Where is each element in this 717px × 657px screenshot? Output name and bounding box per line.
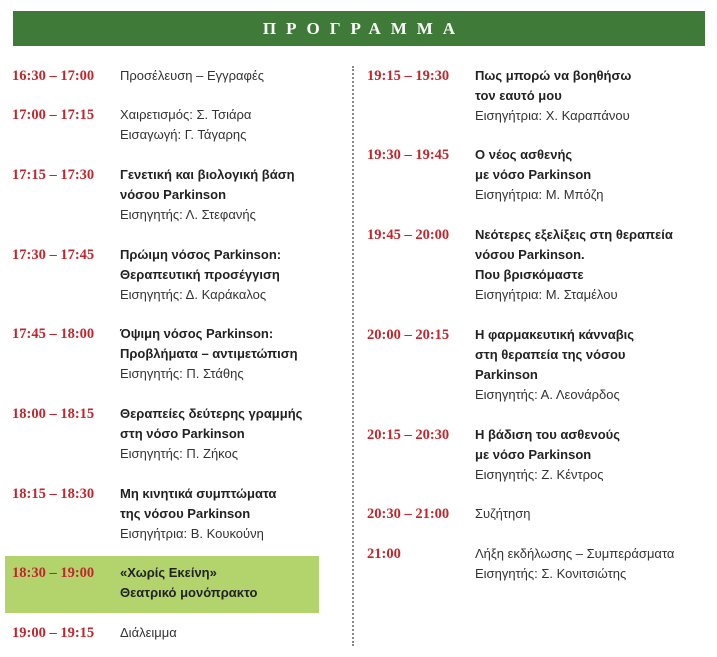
entry-speaker: Εισηγητής: Α. Λεονάρδος [475, 387, 620, 402]
entry-time: 19:00 – 19:15 [12, 625, 95, 641]
schedule-entry [12, 404, 338, 464]
entry-content [120, 563, 338, 603]
schedule-entry [367, 145, 712, 205]
entry-content [120, 623, 338, 643]
schedule-entry [12, 245, 338, 305]
entry-speaker: Εισηγήτρια: Μ. Μπόζη [475, 187, 604, 202]
entry-title-line: Η βάδιση του ασθενούς [475, 427, 621, 442]
entry-content [120, 105, 338, 145]
entry-title-line: Πως μπορώ να βοηθήσω [475, 68, 632, 83]
program-title: ΠΡΟΓΡΑΜΜΑ [262, 18, 466, 38]
schedule-entry [367, 544, 712, 584]
schedule-entry [12, 623, 338, 643]
entry-title-line: με νόσο Parkinson [475, 167, 592, 182]
entry-title-line: Θεραπευτική προσέγγιση [120, 267, 280, 282]
entry-content [120, 404, 338, 464]
program-header [13, 11, 705, 46]
entry-title-line: Γενετική και βιολογική βάση [120, 167, 295, 182]
schedule-entry [12, 66, 338, 86]
entry-content [475, 66, 712, 126]
entry-time: 17:00 – 17:15 [12, 107, 95, 123]
entry-text: Διάλειμμα [120, 625, 177, 640]
entry-title-line: στη νόσο Parkinson [120, 426, 245, 441]
entry-content [120, 324, 338, 384]
entry-text: Συζήτηση [475, 506, 531, 521]
entry-title-line: Η φαρμακευτική κάνναβις [475, 327, 635, 342]
schedule-entry [12, 105, 338, 145]
entry-time: 17:15 – 17:30 [12, 167, 95, 183]
entry-time: 18:30 – 19:00 [12, 565, 95, 581]
entry-content [120, 484, 338, 544]
entry-title-line: «Χωρίς Εκείνη» [120, 565, 217, 580]
entry-content [475, 145, 712, 205]
schedule-entry [12, 324, 338, 384]
entry-time: 20:00 – 20:15 [367, 327, 450, 343]
entry-content [475, 504, 712, 524]
entry-title-line: Θεραπείες δεύτερης γραμμής [120, 406, 303, 421]
entry-title-line: νόσου Parkinson. [475, 247, 585, 262]
entry-text: Εισαγωγή: Γ. Τάγαρης [120, 127, 247, 142]
entry-title-line: τον εαυτό μου [475, 88, 562, 103]
entry-speaker: Εισηγητής: Σ. Κονιτσιώτης [475, 566, 627, 581]
entry-time: 18:00 – 18:15 [12, 406, 95, 422]
schedule-entry [367, 504, 712, 524]
entry-speaker: Εισηγητής: Δ. Καράκαλος [120, 287, 267, 302]
entry-text: Προσέλευση – Εγγραφές [120, 68, 265, 83]
entry-content [120, 245, 338, 305]
entry-time: 16:30 – 17:00 [12, 68, 95, 84]
schedule-entry [367, 425, 712, 485]
schedule-entry [367, 325, 712, 405]
schedule-entry [12, 484, 338, 544]
entry-content [120, 165, 338, 225]
entry-title-line: νόσου Parkinson [120, 187, 227, 202]
entry-title-line: με νόσο Parkinson [475, 447, 592, 462]
entry-speaker: Εισηγητής: Π. Στάθης [120, 366, 244, 381]
entry-time: 17:30 – 17:45 [12, 247, 95, 263]
entry-time: 17:45 – 18:00 [12, 326, 95, 342]
entry-time: 21:00 [367, 546, 401, 562]
entry-time: 19:45 – 20:00 [367, 227, 450, 243]
entry-title-line: Ο νέος ασθενής [475, 147, 573, 162]
schedule-entry [12, 165, 338, 225]
entry-speaker: Εισηγητής: Π. Ζήκος [120, 446, 239, 461]
schedule-entry [367, 66, 712, 126]
entry-title-line: Προβλήματα – αντιμετώπιση [120, 346, 298, 361]
entry-text: Λήξη εκδήλωσης – Συμπεράσματα [475, 546, 675, 561]
entry-content [475, 225, 712, 305]
entry-title-line: στη θεραπεία της νόσου [475, 347, 626, 362]
entry-title-line: Θεατρικό μονόπρακτο [120, 585, 258, 600]
entry-title-line: της νόσου Parkinson [120, 506, 251, 521]
entry-title-line: Νεότερες εξελίξεις στη θεραπεία [475, 227, 673, 242]
entry-time: 20:30 – 21:00 [367, 506, 450, 522]
entry-time: 19:30 – 19:45 [367, 147, 450, 163]
entry-title-line: Parkinson [475, 367, 538, 382]
entry-time: 18:15 – 18:30 [12, 486, 95, 502]
entry-text: Χαιρετισμός: Σ. Τσιάρα [120, 107, 252, 122]
entry-speaker: Εισηγητής: Ζ. Κέντρος [475, 467, 604, 482]
entry-time: 20:15 – 20:30 [367, 427, 450, 443]
entry-title-line: Όψιμη νόσος Parkinson: [120, 326, 274, 341]
schedule-entry [367, 225, 712, 305]
schedule-entry [12, 563, 338, 603]
entry-title-line: Μη κινητικά συμπτώματα [120, 486, 277, 501]
entry-title-line: Πρώιμη νόσος Parkinson: [120, 247, 282, 262]
entry-time: 19:15 – 19:30 [367, 68, 450, 84]
entry-content [475, 325, 712, 405]
entry-content [120, 66, 338, 86]
entry-speaker: Εισηγήτρια: Χ. Καραπάνου [475, 108, 630, 123]
entry-content [475, 425, 712, 485]
entry-speaker: Εισηγητής: Λ. Στεφανής [120, 207, 256, 222]
entry-speaker: Εισηγήτρια: Β. Κουκούνη [120, 526, 264, 541]
entry-speaker: Εισηγήτρια: Μ. Σταμέλου [475, 287, 618, 302]
entry-content [475, 544, 712, 584]
column-divider [352, 66, 354, 646]
entry-title-line: Που βρισκόμαστε [475, 267, 584, 282]
